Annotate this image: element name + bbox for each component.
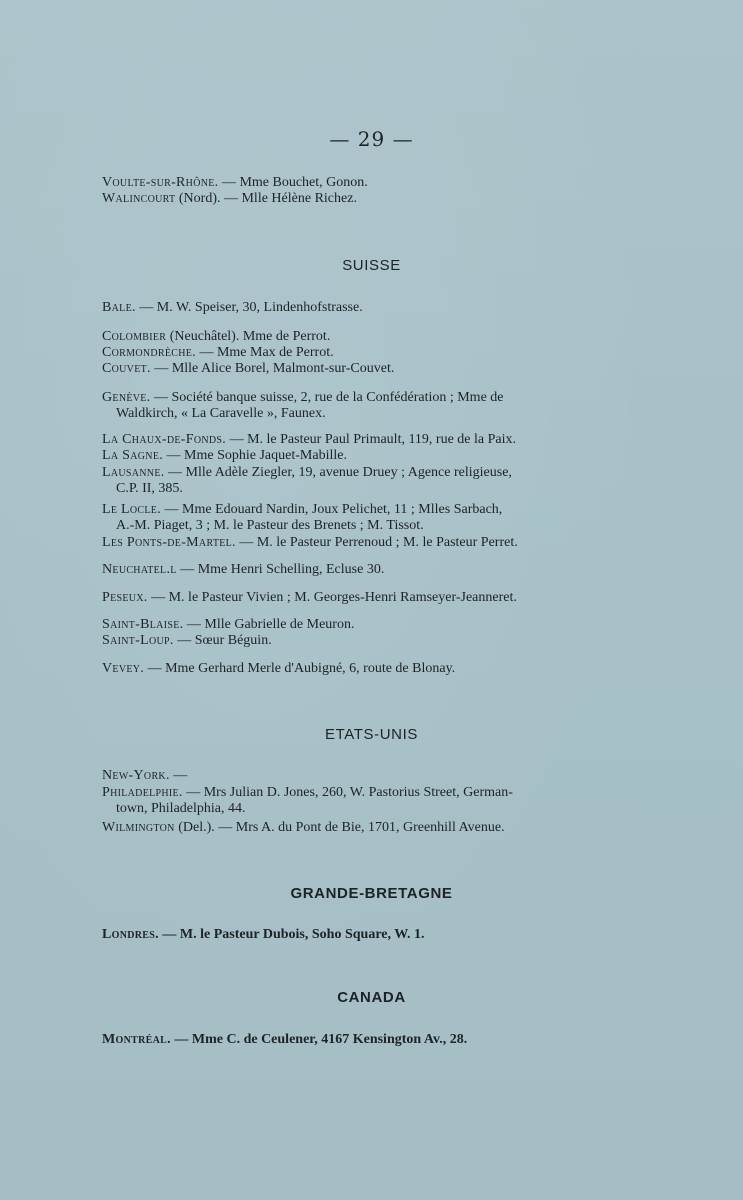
section-heading-canada: CANADA bbox=[337, 989, 406, 1006]
list-item bbox=[102, 661, 638, 677]
entry-text: — Mlle Alice Borel, Malmont-sur-Couvet. bbox=[150, 361, 395, 376]
city-name: Saint-Blaise. bbox=[102, 617, 184, 632]
entry-continuation: C.P. II, 385. bbox=[116, 481, 183, 496]
entry-text: — Mrs Julian D. Jones, 260, W. Pastorius Street, German- bbox=[182, 785, 513, 800]
entry-text: — M. le Pasteur Vivien ; M. Georges-Henri Ramseyer-Jeanneret. bbox=[147, 590, 517, 605]
city-name: Walincourt bbox=[102, 191, 176, 206]
entry-text: — Mme Henri Schelling, Ecluse 30. bbox=[176, 562, 385, 577]
city-name: Wilmington bbox=[102, 820, 175, 835]
list-item bbox=[102, 390, 638, 422]
list-item bbox=[102, 502, 638, 534]
entry-text: (Nord). — Mlle Hélène Richez. bbox=[175, 191, 357, 206]
list-item bbox=[102, 465, 638, 497]
city-name: Le Locle. bbox=[102, 502, 162, 517]
city-name: Genève. bbox=[102, 390, 151, 405]
entry-text: — bbox=[169, 768, 188, 783]
list-item bbox=[102, 927, 638, 943]
city-name: Montréal. bbox=[102, 1032, 171, 1047]
entry-text: — M. W. Speiser, 30, Lindenhofstrasse. bbox=[135, 300, 363, 315]
entry-text: — Mme Bouchet, Gonon. bbox=[218, 175, 368, 190]
city-name: Lausanne. bbox=[102, 465, 165, 480]
list-item bbox=[102, 768, 638, 784]
list-item bbox=[102, 617, 638, 633]
list-item bbox=[102, 329, 638, 345]
page-number: — 29 — bbox=[329, 127, 414, 151]
list-item bbox=[102, 448, 638, 464]
city-name: Colombier bbox=[102, 329, 167, 344]
city-name: La Sagne. bbox=[102, 448, 164, 463]
city-name: Neuchatel.l bbox=[102, 562, 177, 577]
entry-text: — Mme Gerhard Merle d'Aubigné, 6, route de Blonay. bbox=[144, 661, 456, 676]
list-item bbox=[102, 345, 638, 361]
entry-text: — Société banque suisse, 2, rue de la Confédération ; Mme de bbox=[150, 390, 504, 405]
list-item bbox=[102, 633, 638, 649]
list-item bbox=[102, 820, 638, 836]
entry-text: — Mme Edouard Nardin, Joux Pelichet, 11 ; Mlles Sarbach, bbox=[161, 502, 503, 517]
city-name: Philadelphie. bbox=[102, 785, 183, 800]
city-name: Peseux. bbox=[102, 590, 148, 605]
entry-text: — M. le Pasteur Paul Primault, 119, rue de la Paix. bbox=[226, 432, 517, 447]
city-name: Bale. bbox=[102, 300, 136, 315]
entry-text: — M. le Pasteur Dubois, Soho Square, W. 1. bbox=[158, 927, 425, 942]
entry-text: (Neuchâtel). Mme de Perrot. bbox=[166, 329, 331, 344]
city-name: La Chaux-de-Fonds. bbox=[102, 432, 227, 447]
list-item bbox=[102, 432, 638, 448]
list-item bbox=[102, 361, 638, 377]
section-heading-grande-bretagne: GRANDE-BRETAGNE bbox=[290, 885, 453, 902]
list-item bbox=[102, 590, 638, 606]
section-heading-suisse: SUISSE bbox=[342, 257, 401, 274]
list-item bbox=[102, 300, 638, 316]
list-item bbox=[102, 1032, 638, 1048]
entry-text: — Mme Max de Perrot. bbox=[195, 345, 334, 360]
city-name: Saint-Loup. bbox=[102, 633, 174, 648]
entry-text: (Del.). — Mrs A. du Pont de Bie, 1701, Greenhill Avenue. bbox=[174, 820, 505, 835]
entry-text: — Mlle Adèle Ziegler, 19, avenue Druey ; Agence religieuse, bbox=[164, 465, 512, 480]
entry-text: — Mme Sophie Jaquet-Mabille. bbox=[163, 448, 347, 463]
entry-continuation: Waldkirch, « La Caravelle », Faunex. bbox=[116, 406, 326, 421]
entry-text: — Sœur Béguin. bbox=[173, 633, 272, 648]
entry-text: — Mme C. de Ceulener, 4167 Kensington Av., 28. bbox=[170, 1032, 468, 1047]
entry-continuation: A.-M. Piaget, 3 ; M. le Pasteur des Brenets ; M. Tissot. bbox=[116, 518, 424, 533]
city-name: Les Ponts-de-Martel. bbox=[102, 535, 236, 550]
entry-text: — Mlle Gabrielle de Meuron. bbox=[183, 617, 355, 632]
list-item bbox=[102, 535, 638, 551]
city-name: Couvet. bbox=[102, 361, 151, 376]
list-item bbox=[102, 191, 638, 207]
list-item bbox=[102, 562, 638, 578]
city-name: New-York. bbox=[102, 768, 170, 783]
section-heading-etats-unis: ETATS-UNIS bbox=[325, 726, 418, 743]
city-name: Voulte-sur-Rhône. bbox=[102, 175, 219, 190]
city-name: Cormondrèche. bbox=[102, 345, 196, 360]
city-name: Londres. bbox=[102, 927, 159, 942]
entry-text: — M. le Pasteur Perrenoud ; M. le Pasteur Perret. bbox=[235, 535, 518, 550]
list-item bbox=[102, 785, 638, 817]
list-item bbox=[102, 175, 638, 191]
city-name: Vevey. bbox=[102, 661, 145, 676]
entry-continuation: town, Philadelphia, 44. bbox=[116, 801, 246, 816]
